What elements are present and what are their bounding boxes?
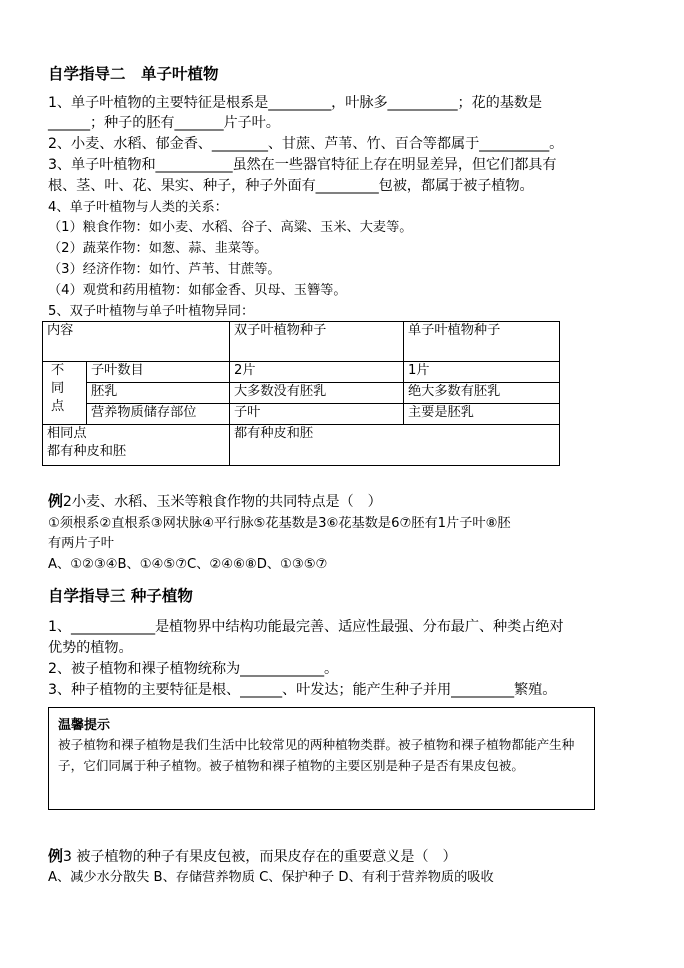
section2-line-10: （4）观赏和药用植物：如郁金香、贝母、玉簪等。 (48, 283, 347, 298)
tip-body: 被子植物和裸子植物是我们生活中比较常见的两种植物类群。被子植物和裸子植物都能产生种子，它们同属于种子植物。被子植物和裸子植物的主要区别是种子是否有果皮包被。 (58, 737, 575, 773)
example3-choices: A、减少水分散失 B、存储营养物质 C、保护种子 D、有利于营养物质的吸收 (48, 870, 494, 885)
section2-line-3: 2、小麦、水稻、郁金香、________、甘蔗、芦苇、竹、百合等都属于__________。 (48, 136, 564, 152)
table-cell: 1片 (404, 362, 560, 383)
same-point-cell (43, 425, 230, 466)
table-cell: 胚乳 (87, 383, 230, 404)
tip-box (48, 707, 595, 810)
table-header-content: 内容 (43, 322, 230, 362)
example3-text: 3 被子植物的种子有果皮包被，而果皮存在的重要意义是（ ） (62, 849, 457, 865)
table-cell: 子叶 (230, 404, 404, 425)
table-header-monocot: 单子叶植物种子 (404, 322, 560, 362)
table-cell: 绝大多数有胚乳 (404, 383, 560, 404)
example2-text: 2小麦、水稻、玉米等粮食作物的共同特点是（ ） (62, 494, 382, 510)
diff-label-2: 同 (51, 381, 65, 396)
example2-label: 例 (48, 492, 63, 510)
comparison-table (42, 321, 560, 466)
section3-line-1: 1、____________是植物界中结构功能最完善、适应性最强、分布最广、种类占绝对 (48, 619, 564, 635)
section2-title: 自学指导二 单子叶植物 (48, 65, 219, 83)
example3-label: 例 (48, 847, 63, 865)
table-cell: 大多数没有胚乳 (230, 383, 404, 404)
example2-question (48, 490, 382, 511)
diff-label-3: 点 (51, 399, 65, 414)
same-point-label: 相同点 (47, 426, 87, 441)
section2-line-5: 根、茎、叶、花、果实、种子，种子外面有_________包被，都属于被子植物。 (48, 178, 534, 194)
diff-label-1: 不 (51, 363, 65, 378)
table-header-dicot: 双子叶植物种子 (230, 322, 404, 362)
example2-choices: A、①②③④B、①④⑤⑦C、②④⑥⑧D、①③⑤⑦ (48, 557, 328, 572)
section3-line-4: 3、种子植物的主要特征是根、______、叶发达；能产生种子并用_________繁殖。 (48, 682, 557, 698)
example2-options-1: ①须根系②直根系③网状脉④平行脉⑤花基数是3⑥花基数是6⑦胚有1片子叶⑧胚 (48, 516, 511, 531)
section3-line-2: 优势的植物。 (48, 640, 133, 656)
section2-line-9: （3）经济作物：如竹、芦苇、甘蔗等。 (48, 262, 281, 277)
diff-label-cell (43, 362, 87, 425)
example3-question (48, 845, 457, 866)
section2-line-11: 5、双子叶植物与单子叶植物异同： (48, 304, 255, 319)
section2-line-8: （2）蔬菜作物：如葱、蒜、韭菜等。 (48, 241, 268, 256)
section2-line-4: 3、单子叶植物和___________虽然在一些器官特征上存在明显差异，但它们都具有 (48, 157, 557, 173)
table-cell: 子叶数目 (87, 362, 230, 383)
section2-line-2: ______；种子的胚有_______片子叶。 (48, 115, 280, 131)
section3-title: 自学指导三 种子植物 (48, 587, 193, 605)
section2-line-1: 1、单子叶植物的主要特征是根系是_________，叶脉多__________；花的基数是 (48, 95, 542, 111)
table-cell: 主要是胚乳 (404, 404, 560, 425)
section3-line-3: 2、被子植物和裸子植物统称为____________。 (48, 661, 339, 677)
section2-line-6: 4、单子叶植物与人类的关系： (48, 200, 228, 215)
example2-options-2: 有两片子叶 (48, 536, 114, 551)
table-cell: 2片 (230, 362, 404, 383)
section2-line-7: （1）粮食作物：如小麦、水稻、谷子、高粱、玉米、大麦等。 (48, 220, 413, 235)
same-point-left: 都有种皮和胚 (47, 444, 127, 459)
tip-title: 温馨提示 (58, 718, 111, 733)
same-point-right: 都有种皮和胚 (230, 425, 560, 466)
table-cell: 营养物质储存部位 (87, 404, 230, 425)
